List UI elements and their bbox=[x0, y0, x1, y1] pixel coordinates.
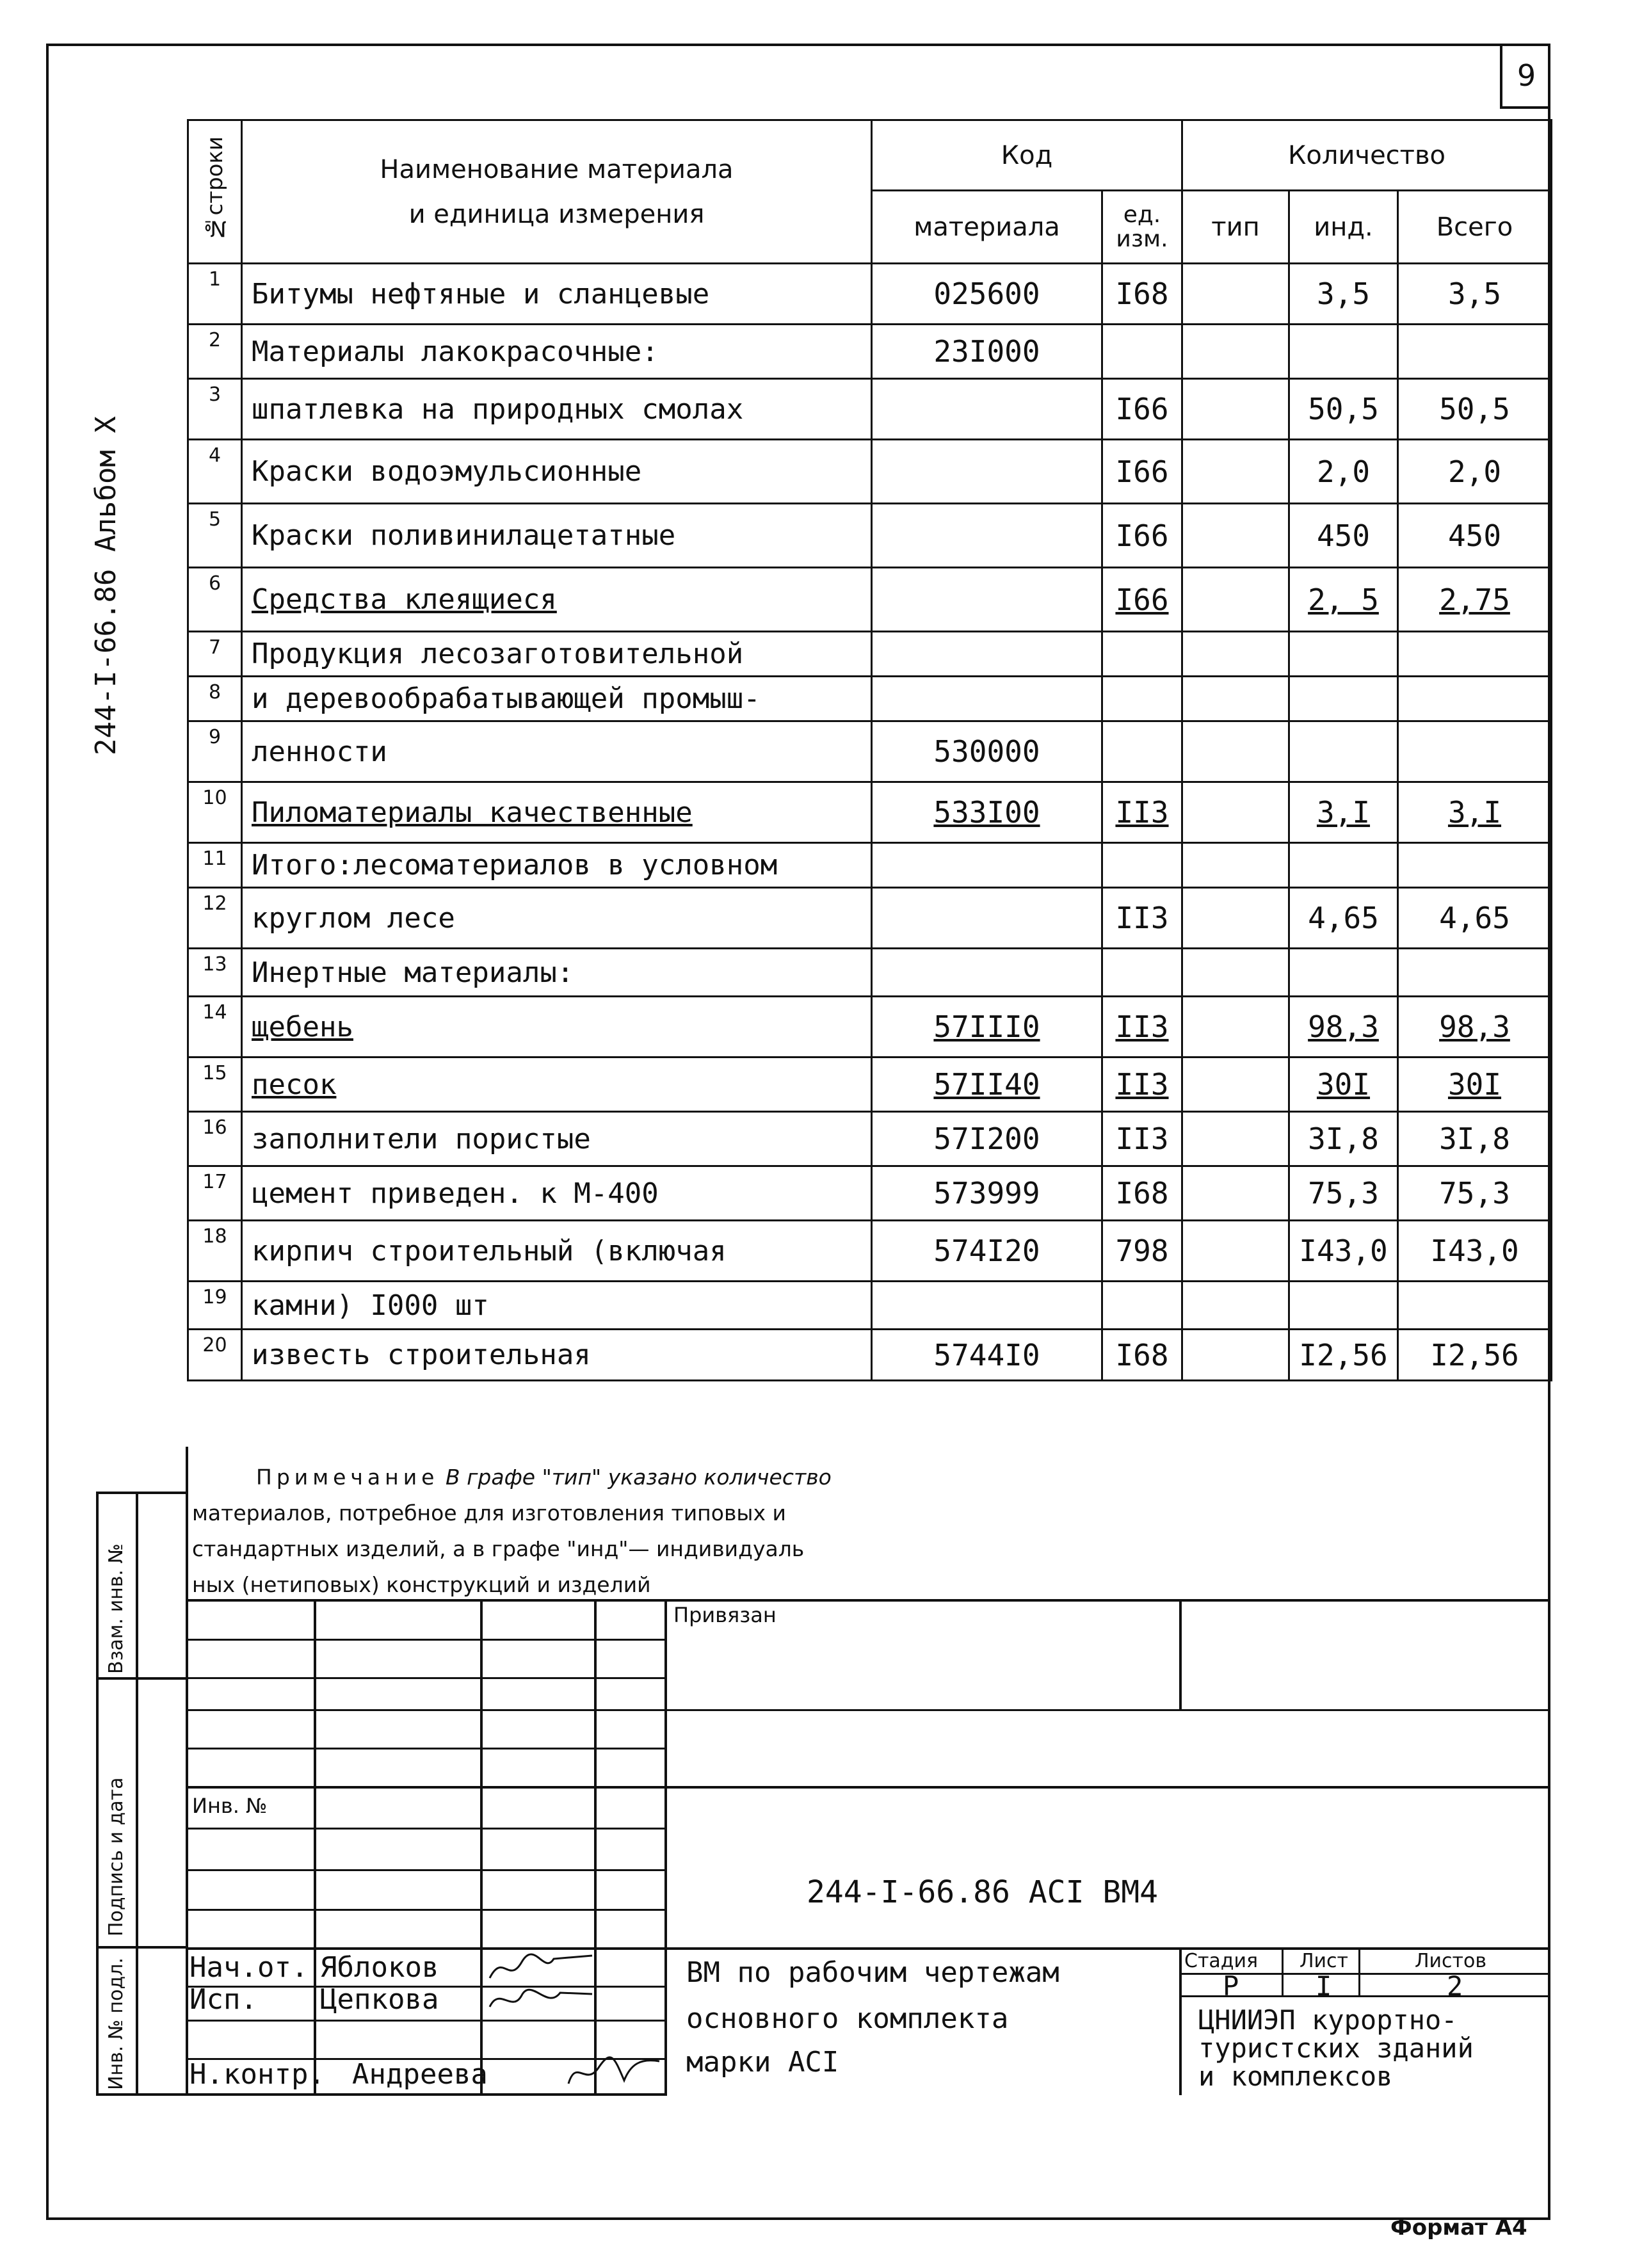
role-head: Нач.от. bbox=[189, 1951, 309, 1984]
unit-code bbox=[1102, 949, 1182, 997]
name-header: Наименование материала и единица измерения bbox=[242, 120, 872, 264]
unit-code: I66 bbox=[1102, 379, 1182, 440]
material-name: Инертные материалы: bbox=[242, 949, 872, 997]
material-code bbox=[872, 843, 1102, 888]
quantity-type bbox=[1182, 1166, 1289, 1221]
table-row bbox=[188, 1282, 1552, 1330]
quantity-type bbox=[1182, 325, 1289, 379]
quantity-ind: 3I,8 bbox=[1289, 1112, 1398, 1166]
quantity-type bbox=[1182, 1112, 1289, 1166]
material-name: Краски водоэмульсионные bbox=[242, 440, 872, 504]
material-code bbox=[872, 379, 1102, 440]
quantity-ind bbox=[1289, 1282, 1398, 1330]
table-row bbox=[188, 504, 1552, 568]
unit-code: II3 bbox=[1102, 1058, 1182, 1112]
code-material-header: материала bbox=[872, 191, 1102, 264]
table-row bbox=[188, 1221, 1552, 1282]
quantity-ind: I2,56 bbox=[1289, 1330, 1398, 1381]
unit-code: II3 bbox=[1102, 782, 1182, 843]
table-row bbox=[188, 379, 1552, 440]
sheet-number-box bbox=[1500, 45, 1550, 109]
material-name: Продукция лесозаготовительной bbox=[242, 632, 872, 677]
quantity-type bbox=[1182, 264, 1289, 325]
stage-label: Стадия bbox=[1184, 1950, 1259, 1972]
quantity-ind bbox=[1289, 677, 1398, 721]
name-head: Яблоков bbox=[320, 1951, 439, 1984]
signature-executor bbox=[483, 1981, 599, 2020]
row-number: 15 bbox=[188, 1058, 242, 1112]
material-code bbox=[872, 440, 1102, 504]
quantity-ind: 50,5 bbox=[1289, 379, 1398, 440]
quantity-ind bbox=[1289, 325, 1398, 379]
quantity-ind bbox=[1289, 632, 1398, 677]
title-block bbox=[96, 1447, 1550, 2095]
signature-norm-control bbox=[563, 2052, 666, 2093]
row-number: 19 bbox=[188, 1282, 242, 1330]
quantity-ind: 30I bbox=[1289, 1058, 1398, 1112]
quantity-type bbox=[1182, 1282, 1289, 1330]
code-unit-header: ед. изм. bbox=[1102, 191, 1182, 264]
material-code bbox=[872, 949, 1102, 997]
unit-code bbox=[1102, 677, 1182, 721]
row-number: 3 bbox=[188, 379, 242, 440]
material-code: 573999 bbox=[872, 1166, 1102, 1221]
quantity-total: 2,75 bbox=[1398, 568, 1552, 632]
material-name: Битумы нефтяные и сланцевые bbox=[242, 264, 872, 325]
quantity-ind: 4,65 bbox=[1289, 888, 1398, 949]
quantity-ind: I43,0 bbox=[1289, 1221, 1398, 1282]
material-name: кирпич строительный (включая bbox=[242, 1221, 872, 1282]
quantity-type bbox=[1182, 1330, 1289, 1381]
side-label-inv: Инв. № подл. bbox=[105, 1958, 127, 2090]
unit-code bbox=[1102, 843, 1182, 888]
material-code: 533I00 bbox=[872, 782, 1102, 843]
name-norm-control: Андреева bbox=[352, 2058, 488, 2091]
row-number: 16 bbox=[188, 1112, 242, 1166]
album-code: 244-I-66.86 Альбом X bbox=[90, 416, 122, 755]
quantity-type bbox=[1182, 677, 1289, 721]
unit-code: II3 bbox=[1102, 888, 1182, 949]
material-code: 574I20 bbox=[872, 1221, 1102, 1282]
row-number: 7 bbox=[188, 632, 242, 677]
quantity-total bbox=[1398, 677, 1552, 721]
table-row bbox=[188, 1058, 1552, 1112]
row-number: 20 bbox=[188, 1330, 242, 1381]
quantity-total: 2,0 bbox=[1398, 440, 1552, 504]
table-row bbox=[188, 440, 1552, 504]
unit-code: I66 bbox=[1102, 568, 1182, 632]
unit-code: I66 bbox=[1102, 504, 1182, 568]
material-code: 23I000 bbox=[872, 325, 1102, 379]
note-line-4: ных (нетиповых) конструкций и изделий bbox=[192, 1572, 651, 1597]
quantity-type bbox=[1182, 440, 1289, 504]
quantity-total: 450 bbox=[1398, 504, 1552, 568]
quantity-ind bbox=[1289, 949, 1398, 997]
side-label-vzam: Взам. инв. № bbox=[105, 1543, 127, 1674]
row-number: 4 bbox=[188, 440, 242, 504]
row-number: 11 bbox=[188, 843, 242, 888]
title-line-1: ВМ по рабочим чертежам bbox=[686, 1956, 1059, 1989]
quantity-ind: 3,I bbox=[1289, 782, 1398, 843]
table-row bbox=[188, 888, 1552, 949]
row-number-header: №строки bbox=[188, 120, 242, 264]
sheet-number: 9 bbox=[1517, 58, 1536, 93]
material-name: песок bbox=[242, 1058, 872, 1112]
quantity-total bbox=[1398, 949, 1552, 997]
quantity-ind-header: инд. bbox=[1289, 191, 1398, 264]
material-code bbox=[872, 632, 1102, 677]
quantity-total bbox=[1398, 1282, 1552, 1330]
privyazan-label: Привязан bbox=[673, 1603, 777, 1627]
quantity-type bbox=[1182, 504, 1289, 568]
quantity-total: I2,56 bbox=[1398, 1330, 1552, 1381]
title-line-3: марки АСI bbox=[686, 2046, 839, 2079]
unit-code: II3 bbox=[1102, 997, 1182, 1058]
material-code bbox=[872, 504, 1102, 568]
unit-code bbox=[1102, 632, 1182, 677]
material-code: 57I200 bbox=[872, 1112, 1102, 1166]
table-row bbox=[188, 997, 1552, 1058]
sheet-label: Лист bbox=[1300, 1950, 1349, 1972]
quantity-total: 4,65 bbox=[1398, 888, 1552, 949]
role-executor: Исп. bbox=[189, 1983, 257, 2016]
row-number: 8 bbox=[188, 677, 242, 721]
row-number: 1 bbox=[188, 264, 242, 325]
material-code: 530000 bbox=[872, 721, 1102, 782]
material-name: цемент приведен. к М-400 bbox=[242, 1166, 872, 1221]
material-name: Краски поливинилацетатные bbox=[242, 504, 872, 568]
row-number: 2 bbox=[188, 325, 242, 379]
row-number: 10 bbox=[188, 782, 242, 843]
quantity-total bbox=[1398, 843, 1552, 888]
table-row bbox=[188, 721, 1552, 782]
row-number: 9 bbox=[188, 721, 242, 782]
quantity-total: 3,5 bbox=[1398, 264, 1552, 325]
material-name: камни) I000 шт bbox=[242, 1282, 872, 1330]
material-code: 57III0 bbox=[872, 997, 1102, 1058]
quantity-type-header: тип bbox=[1182, 191, 1289, 264]
row-number: 5 bbox=[188, 504, 242, 568]
quantity-header: Количество bbox=[1182, 120, 1552, 191]
quantity-type bbox=[1182, 888, 1289, 949]
note-line-3: стандартных изделий, а в графе "инд"— индивидуаль bbox=[192, 1536, 805, 1561]
material-name: и деревообрабатывающей промыш- bbox=[242, 677, 872, 721]
name-executor: Цепкова bbox=[320, 1983, 439, 2016]
material-name: Пиломатериалы качественные bbox=[242, 782, 872, 843]
unit-code: I66 bbox=[1102, 440, 1182, 504]
row-number: 6 bbox=[188, 568, 242, 632]
material-name: круглом лесе bbox=[242, 888, 872, 949]
quantity-type bbox=[1182, 721, 1289, 782]
material-name: Материалы лакокрасочные: bbox=[242, 325, 872, 379]
table-row bbox=[188, 782, 1552, 843]
quantity-total bbox=[1398, 721, 1552, 782]
quantity-ind: 2,0 bbox=[1289, 440, 1398, 504]
table-row bbox=[188, 677, 1552, 721]
quantity-ind: 75,3 bbox=[1289, 1166, 1398, 1221]
material-name: Итого:лесоматериалов в условном bbox=[242, 843, 872, 888]
sheets-label: Листов bbox=[1415, 1950, 1487, 1972]
quantity-total: 3I,8 bbox=[1398, 1112, 1552, 1166]
quantity-type bbox=[1182, 379, 1289, 440]
quantity-total: 98,3 bbox=[1398, 997, 1552, 1058]
quantity-ind: 98,3 bbox=[1289, 997, 1398, 1058]
quantity-ind bbox=[1289, 721, 1398, 782]
quantity-total bbox=[1398, 632, 1552, 677]
sheets-value: 2 bbox=[1447, 1970, 1463, 2002]
material-name: Средства клеящиеся bbox=[242, 568, 872, 632]
material-name: шпатлевка на природных смолах bbox=[242, 379, 872, 440]
quantity-ind: 3,5 bbox=[1289, 264, 1398, 325]
material-name: ленности bbox=[242, 721, 872, 782]
material-code: 025600 bbox=[872, 264, 1102, 325]
note-label: Примечание bbox=[256, 1465, 439, 1490]
row-number: 14 bbox=[188, 997, 242, 1058]
table-row bbox=[188, 264, 1552, 325]
unit-code: I68 bbox=[1102, 1330, 1182, 1381]
table-row bbox=[188, 325, 1552, 379]
inv-no-label: Инв. № bbox=[192, 1794, 268, 1818]
row-number: 18 bbox=[188, 1221, 242, 1282]
table-row bbox=[188, 568, 1552, 632]
material-code: 5744I0 bbox=[872, 1330, 1102, 1381]
materials-table bbox=[187, 119, 1552, 1381]
unit-code: II3 bbox=[1102, 1112, 1182, 1166]
material-code: 57II40 bbox=[872, 1058, 1102, 1112]
table-row bbox=[188, 949, 1552, 997]
material-code bbox=[872, 677, 1102, 721]
stage-value: Р bbox=[1223, 1970, 1239, 2002]
quantity-type bbox=[1182, 568, 1289, 632]
table-row bbox=[188, 1330, 1552, 1381]
quantity-type bbox=[1182, 843, 1289, 888]
unit-code bbox=[1102, 325, 1182, 379]
quantity-total: I43,0 bbox=[1398, 1221, 1552, 1282]
table-row bbox=[188, 1166, 1552, 1221]
sheet-value: I bbox=[1316, 1970, 1332, 2002]
note-line-2: материалов, потребное для изготовления типовых и bbox=[192, 1500, 786, 1525]
quantity-ind: 450 bbox=[1289, 504, 1398, 568]
table-row bbox=[188, 632, 1552, 677]
role-norm-control: Н.контр. bbox=[189, 2058, 325, 2091]
unit-code: I68 bbox=[1102, 264, 1182, 325]
material-name: щебень bbox=[242, 997, 872, 1058]
table-row bbox=[188, 1112, 1552, 1166]
quantity-type bbox=[1182, 1221, 1289, 1282]
quantity-type bbox=[1182, 1058, 1289, 1112]
quantity-type bbox=[1182, 997, 1289, 1058]
quantity-ind bbox=[1289, 843, 1398, 888]
material-code bbox=[872, 888, 1102, 949]
format-label: Формат А4 bbox=[1390, 2215, 1527, 2240]
quantity-ind: 2, 5 bbox=[1289, 568, 1398, 632]
unit-code: I68 bbox=[1102, 1166, 1182, 1221]
quantity-total-header: Всего bbox=[1398, 191, 1552, 264]
side-label-podpis: Подпись и дата bbox=[105, 1777, 127, 1936]
quantity-type bbox=[1182, 949, 1289, 997]
note-line-1: В графе "тип" указано количество bbox=[445, 1465, 832, 1490]
title-line-2: основного комплекта bbox=[686, 2002, 1009, 2035]
code-header: Код bbox=[872, 120, 1182, 191]
material-name: известь строительная bbox=[242, 1330, 872, 1381]
unit-code: 798 bbox=[1102, 1221, 1182, 1282]
document-code: 244-I-66.86 АСI ВМ4 bbox=[807, 1874, 1159, 1910]
organization: ЦНИИЭП курортно- туристских зданий и комплексов bbox=[1198, 2004, 1474, 2092]
table-row bbox=[188, 843, 1552, 888]
row-number: 17 bbox=[188, 1166, 242, 1221]
material-name: заполнители пористые bbox=[242, 1112, 872, 1166]
row-number: 12 bbox=[188, 888, 242, 949]
quantity-total: 30I bbox=[1398, 1058, 1552, 1112]
quantity-total: 50,5 bbox=[1398, 379, 1552, 440]
quantity-total: 3,I bbox=[1398, 782, 1552, 843]
quantity-total: 75,3 bbox=[1398, 1166, 1552, 1221]
quantity-type bbox=[1182, 782, 1289, 843]
quantity-total bbox=[1398, 325, 1552, 379]
unit-code bbox=[1102, 721, 1182, 782]
unit-code bbox=[1102, 1282, 1182, 1330]
row-number: 13 bbox=[188, 949, 242, 997]
material-code bbox=[872, 1282, 1102, 1330]
material-code bbox=[872, 568, 1102, 632]
quantity-type bbox=[1182, 632, 1289, 677]
